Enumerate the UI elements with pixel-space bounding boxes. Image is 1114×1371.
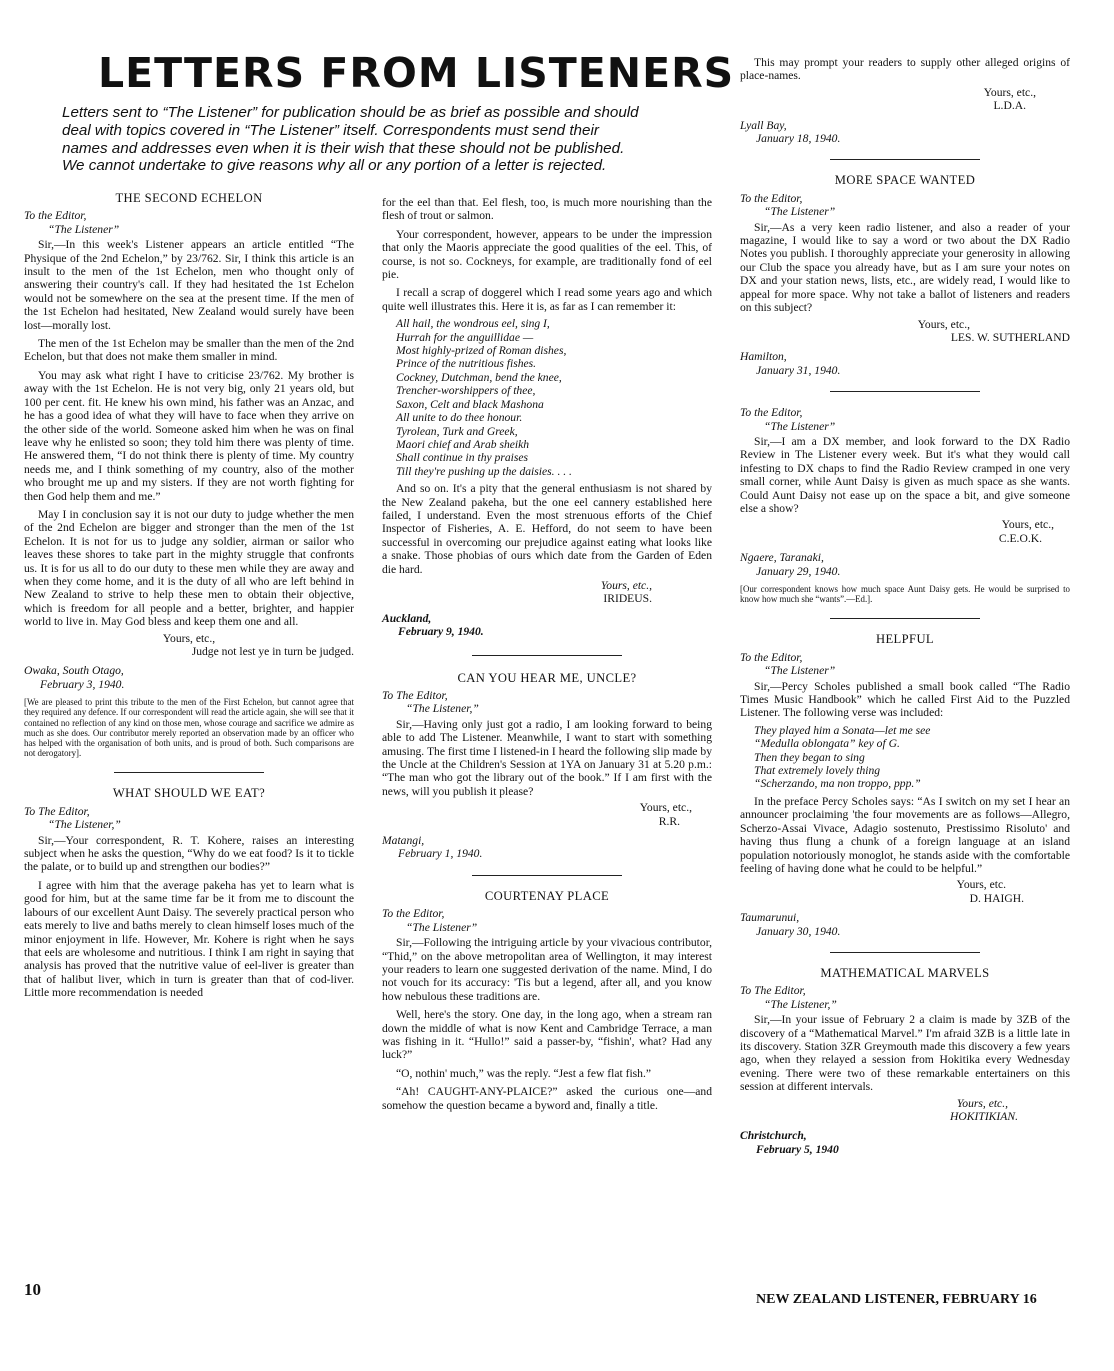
letter-salutation-sub: “The Listener” [764, 419, 836, 433]
section-divider [830, 618, 980, 619]
letter-heading: THE SECOND ECHELON [115, 191, 263, 205]
letter-date: February 1, 1940. [398, 847, 483, 861]
letter-paragraph: The men of the 1st Echelon may be smaller than the men of the 2nd Echelon, but that does not make them smaller in mind. [24, 337, 354, 364]
letter-closing: Yours, etc., [956, 1096, 1008, 1110]
letter-paragraph: “O, nothin' much,” was the reply. “Jest a few flat fish.” [396, 1066, 652, 1080]
letter-date: January 18, 1940. [756, 132, 841, 146]
poem [396, 317, 712, 478]
letter-salutation: To the Editor, [740, 650, 803, 664]
letter-paragraph: May I in conclusion say it is not our duty to judge whether the men of the 2nd Echelon are bigger and stronger than the men of the 1st Echelon. It is not for us to judge any soldier, airman or sailor who leaves these shores to take part in the mighty struggle that confronts us. It is for us all to do our duty to these men while they are away and when they come home, and it is the duty of all who are left behind in New Zealand to strive to help these men to obtain their objective, which is freedom for all people and a better, brighter, and happier world to live in. May God bless and keep them one and all. [24, 507, 354, 629]
poem-line: That extremely lovely thing [754, 764, 881, 778]
letter-closing: Yours, etc., [983, 85, 1036, 99]
letter-salutation: To The Editor, [24, 804, 90, 818]
letter-salutation: To The Editor, [382, 689, 448, 702]
letter-signature: C.E.O.K. [998, 531, 1042, 545]
letter-paragraph: You may ask what right I have to criticise 23/762. My brother is away with the 1st Echelon. He is not very big, only 21 years old, but 100 per cent. fit. He knew his own mind, his father was an Anzac, and he has a good idea of what they will have to face when they arrive on the other side of the world. Someone asked him when he was on final leave why he enlisted so soon; they told him there was plenty of time. He answered them, “I do not think there is plenty of time. My country needs me, and I think something of my country, also of the mother who brought me up and my sisters. If they are not worth fighting for then God help them and me.” [24, 368, 354, 503]
publication-footer: NEW ZEALAND LISTENER, FEBRUARY 16 [756, 1292, 1037, 1307]
page-number: 10 [24, 1280, 41, 1299]
letter-salutation: To the Editor, [740, 406, 803, 420]
page-title: LETTERS FROM LISTENERS [98, 49, 735, 97]
letter-heading: MATHEMATICAL MARVELS [820, 965, 990, 980]
editor-note: [We are pleased to print this tribute to the men of the First Echelon, but cannot agree that they required any defence. If our correspondent will read the article again, she will see that it contained no reflection of any kind on those men, whose courage and sacrifice we admire as much as she does. Our contributor merely reported an observation made by an officer who has helped with the organisation of both units, and is proud of both. Such comparisons are not derogatory]. [24, 697, 354, 759]
poem-line: Cockney, Dutchman, bend the knee, [396, 370, 562, 384]
letter-paragraph: Sir,—Having only just got a radio, I am looking forward to being able to add The Listener. Meanwhile, I want to start with something amusing. The first time I listened-in I heard the following slip made by the Uncle at the Children's Session at 1YA on January 31 at 5.20 p.m.: “The man who got the library out of the book.” If I am first with the news, will you publish it please? [382, 717, 712, 798]
letter-salutation-sub: “The Listener” [48, 222, 120, 236]
letter-paragraph: I agree with him that the average pakeha has yet to learn what is good for him, but at the same time far be it from me to discount the labours of our excellent Aunt Daisy. The severely practical person who eats merely to live and baths merely to clean himself loses much of the minor enjoyment in life. However, Mr. Kohere is right when he says that eels are wholesome and nutritious. I think I am right in saying that analysis has proved that the nutritive value of eel-liver is greater than that of halibut liver, which in turn is greater than that of cod-liver. Little more recommendation is needed [24, 878, 354, 1000]
letter-signature: R.R. [658, 814, 680, 828]
letter-closing: Yours, etc., [162, 631, 216, 645]
poem-line: All hail, the wondrous eel, sing I, [396, 317, 550, 331]
letter-paragraph: In the preface Percy Scholes says: “As I switch on my set I hear an announcer proclaiming 'the four movements are as follows—Allegro, Scherzo-Assai Vivace, Adagio sostenuto, Prestissimo Risoluto' and having thus flung a chunk of a foreign language at an island population notoriously monoglot, he stands aside with the comfortable feeling of having done what he could to be helpful.” [740, 794, 1070, 875]
intro-notice [62, 104, 692, 175]
editor-note: [Our correspondent knows how much space Aunt Daisy gets. He would be surprised to know how much she “wants”.—Ed.]. [740, 584, 1070, 605]
letter-date: February 3, 1940. [40, 677, 125, 691]
letter-salutation-sub: “The Listener,” [764, 997, 837, 1011]
letter-paragraph: “Ah! CAUGHT-ANY-PLAICE?” asked the curious one—and somehow the question became a byword and, finally a title. [382, 1085, 712, 1112]
poem-line: Maori chief and Arab sheikh [396, 437, 530, 451]
poem-line: Tyrolean, Turk and Greek, [396, 424, 518, 438]
letter-salutation: To The Editor, [740, 984, 806, 998]
poem-line: “Scherzando, ma non troppo, ppp.” [754, 777, 921, 791]
letter-signature: HOKITIKIAN. [950, 1110, 1018, 1123]
intro-line: deal with topics covered in “The Listener” itself. Correspondents must send their [62, 121, 599, 139]
section-divider [830, 952, 980, 953]
letter-closing: Yours, etc., [600, 578, 652, 592]
letter-paragraph: Sir,—As a very keen radio listener, and also a reader of your magazine, I would like to say a word or two about the DX Radio Notes you publish. I thoroughly appreciate your generosity in allowing our Club the space you already have, but as I am sure your notes on DX and your station news, lists, etc., are widely read, I would like to appeal for more space. Why not take a ballot of listeners and readers on this subject? [740, 220, 1070, 315]
letter-salutation: To the Editor, [24, 209, 87, 223]
letter-salutation-sub: “The Listener,” [48, 818, 121, 832]
letter-paragraph: Your correspondent, however, appears to be under the impression that only the Maoris appreciate the good qualities of the eel. This, of course, is not so. Cockneys, for example, are traditionally fond of eel pie. [382, 227, 712, 282]
poem-line: Hurrah for the anguillidae — [396, 330, 534, 344]
letter-place: Auckland, [382, 611, 432, 625]
section-divider [114, 772, 264, 773]
poem-line: Then they began to sing [754, 750, 865, 764]
letter-paragraph: Well, here's the story. One day, in the long ago, when a stream ran down the middle of what is now Kent and Cambridge Terrace, a man was fishing in it. “Hullo!” said a passer-by, “fishin', what? Had any luck?” [382, 1008, 712, 1062]
letter-salutation-sub: “The Listener” [764, 205, 836, 219]
letter-signature: D. HAIGH. [969, 891, 1024, 905]
poem-line: “Medulla oblongata” key of G. [754, 737, 900, 751]
section-divider [830, 159, 980, 160]
letter-heading: CAN YOU HEAR ME, UNCLE? [457, 670, 637, 685]
letter-paragraph: Sir,—Following the intriguing article by your vivacious contributor, “Thid,” on the above metropolitan area of Wellington, it may interest your readers to learn one suggested derivation of the name. Mind, I do not vouch for its accuracy: 'Tis but a legend, after all, and you know how nebulous these traditions are. [382, 936, 712, 1003]
letter-paragraph: for the eel than that. Eel flesh, too, is much more nourishing than the flesh of trout or salmon. [382, 196, 712, 223]
letter-place: Ngaere, Taranaki, [740, 551, 824, 565]
letter-place: Hamilton, [740, 350, 787, 364]
letter-paragraph: Sir,—Your correspondent, R. T. Kohere, raises an interesting subject when he asks the question, “Why do we eat food? Is it to tickle the palate, or to build up and strengthen our bodies?” [24, 833, 354, 874]
letter-date: January 29, 1940. [756, 564, 841, 578]
poem-line: Shall continue in thy praises [396, 451, 529, 465]
letter-heading: COURTENAY PLACE [484, 888, 610, 903]
poem-line: They played him a Sonata—let me see [754, 723, 931, 737]
letter-signature: IRIDEUS. [603, 592, 652, 606]
letter-heading: MORE SPACE WANTED [834, 173, 976, 188]
letter-paragraph: Sir,—I am a DX member, and look forward to the DX Radio Review in The Listener every week. But it's what they would call infesting to DX chaps to find the Radio Review cramped in one very small corner, while Aunt Daisy is given as much space as she wants. Could Aunt Daisy not ease up on the space a bit, and give someone else a show? [740, 434, 1070, 515]
letter-closing: Yours, etc. [956, 878, 1006, 892]
letter-closing: Yours, etc., [917, 317, 970, 331]
poem-line: Till they're pushing up the daisies. . . . [396, 464, 572, 478]
letter-salutation-sub: “The Listener,” [406, 702, 479, 716]
poem-line: All unite to do thee honour. [396, 411, 523, 425]
letter-heading: HELPFUL [875, 632, 935, 647]
letter-signature: LES. W. SUTHERLAND [950, 330, 1070, 344]
letter-place: Taumarunui, [740, 911, 800, 925]
letter-heading: WHAT SHOULD WE EAT? [112, 786, 266, 801]
letter-date: January 31, 1940. [756, 363, 841, 377]
section-divider [830, 391, 980, 392]
letter-paragraph: Sir,—In your issue of February 2 a claim is made by 3ZB of the discovery of a “Mathematical Marvel.” I'm afraid 3ZB is a little late in its discovery. Station 3ZR Greymouth made this discovery a few years ago, when they relayed a session from Hokitika every Wednesday evening. There were two of these remarkable entertainers on this session at different intervals. [740, 1013, 1070, 1094]
letter-date: February 5, 1940 [756, 1142, 839, 1156]
letter-signature: Judge not lest ye in turn be judged. [191, 645, 354, 658]
column-1 [24, 192, 354, 1000]
letter-paragraph: This may prompt your readers to supply other alleged origins of place-names. [740, 56, 1070, 83]
letter-closing: Yours, etc., [1001, 518, 1054, 532]
poem-line: Most highly-prized of Roman dishes, [396, 344, 567, 358]
intro-line: We cannot undertake to give reasons why all or any portion of a letter is rejected. [62, 157, 607, 175]
letter-date: January 30, 1940. [756, 924, 841, 938]
poem-line: Saxon, Celt and black Mashona [396, 397, 544, 411]
section-divider [472, 875, 622, 876]
letter-paragraph: Sir,—Percy Scholes published a small book called “The Radio Times Music Handbook” which he called First Aid to the Puzzled Listener. The following verse was included: [740, 679, 1070, 720]
letter-place: Lyall Bay, [740, 118, 787, 132]
letter-closing: Yours, etc., [639, 801, 692, 815]
letter-place: Christchurch, [740, 1129, 807, 1143]
letter-salutation-sub: “The Listener” [764, 664, 836, 678]
letter-paragraph: Sir,—In this week's Listener appears an article entitled “The Physique of the 2nd Echelon,” by 23/762. Sir, I think this article is an insult to the men of the 1st Echelon, men who thought only of answering their country's call. If they had hesitated the 1st Echelon would not be somewhere on the sea at the present time. If the men of the 1st Echelon had hesitated, New Zealand would surely have been lost—morally lost. [24, 238, 354, 332]
poem [754, 724, 1070, 791]
letter-paragraph: I recall a scrap of doggerel which I read some years ago and which quite well illustrates this. Here it is, as far as I can remember it: [382, 286, 712, 313]
column-2 [382, 196, 712, 1112]
letter-paragraph: And so on. It's a pity that the general enthusiasm is not shared by the New Zealand pakeha, but the one eel cannery established here failed, I understand. Even the most strenuous efforts of the Chief Inspector of Fisheries, A. E. Hefford, do not seem to have been successful in overcoming our prejudice against eating what looks like a snake. Those phobias of ours which date from the Garden of Eden die hard. [382, 482, 712, 576]
letter-place: Matangi, [382, 834, 425, 848]
section-divider [472, 655, 622, 656]
letter-place: Owaka, South Otago, [24, 664, 124, 678]
poem-line: Prince of the nutritious fishes. [396, 357, 537, 371]
letter-salutation-sub: “The Listener” [406, 920, 478, 934]
intro-line: names and addresses even when it is their wish that these should not be published. [62, 139, 625, 157]
column-3 [740, 56, 1070, 1156]
letter-salutation: To the Editor, [740, 191, 803, 205]
intro-line: Letters sent to “The Listener” for publication should be as brief as possible and should [62, 104, 639, 121]
letter-salutation: To the Editor, [382, 907, 445, 921]
poem-line: Trencher-worshippers of thee, [396, 384, 536, 398]
letter-date: February 9, 1940. [398, 625, 484, 639]
letter-signature: L.D.A. [993, 99, 1026, 113]
